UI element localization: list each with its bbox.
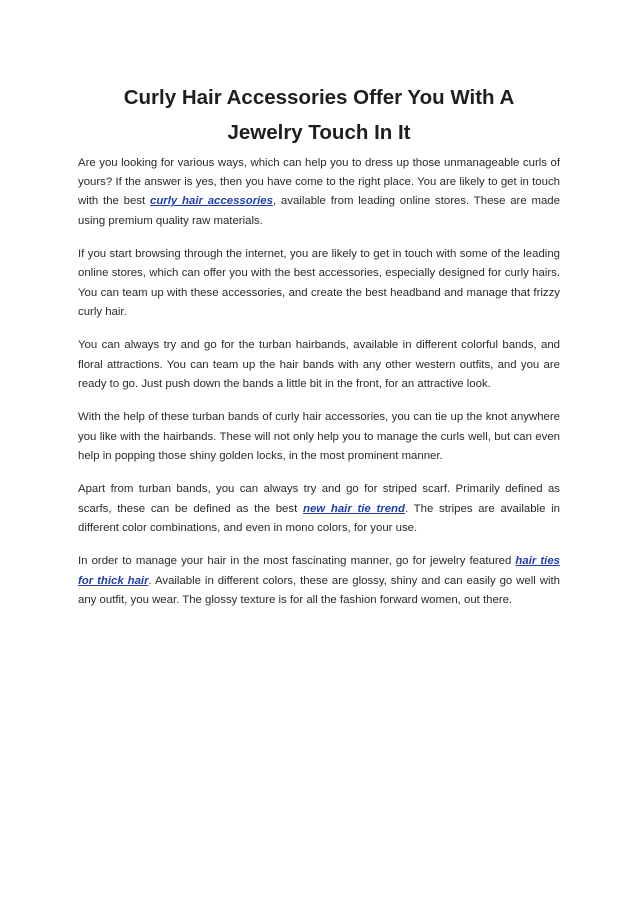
- hair-ties-for-thick-hair-link[interactable]: hair ties for thick hair: [78, 555, 561, 587]
- paragraph-text: Are you looking for various ways, which can help you to dress up those unmanageable curls of yours? If the answer is yes, then you have come to the right place. You are likely to get in touch with the best: [78, 157, 560, 208]
- curly-hair-accessories-link[interactable]: curly hair accessories: [150, 195, 273, 208]
- article-body: [78, 154, 560, 624]
- paragraph-6: [78, 552, 560, 610]
- paragraph-4: With the help of these turban bands of curly hair accessories, you can tie up the knot anywhere you like with the hairbands. These will not only help you to manage the curls well, but can even help in popping those shiny golden locks, in the most prominent manner.: [78, 411, 560, 462]
- paragraph-text: , available from leading online stores. These are made using premium quality raw materials.: [78, 195, 560, 227]
- paragraph-text: . The stripes are available in different color combinations, and even in mono colors, for your use.: [78, 502, 561, 534]
- title-line-2: Jewelry Touch In It: [227, 121, 411, 144]
- paragraph-text: . Available in different colors, these are glossy, shiny and can easily go well with any outfit, you wear. The glossy texture is for all the fashion forward women, out there.: [78, 574, 560, 606]
- page-title: [78, 80, 560, 150]
- paragraph-2: If you start browsing through the internet, you are likely to get in touch with some of the leading online stores, which can offer you with the best accessories, especially designed for curly hairs. You can team up with these accessories, and create the best headband and manage that frizzy curly hair.: [78, 248, 560, 318]
- paragraph-1: [78, 154, 560, 231]
- paragraph-text: Apart from turban bands, you can always try and go for striped scarf. Primarily defined as scarfs, these can be defined as the best: [78, 483, 560, 515]
- new-hair-tie-trend-link[interactable]: new hair tie trend: [302, 502, 405, 515]
- paragraph-3: You can always try and go for the turban hairbands, available in different colorful bands, and floral attractions. You can team up the hair bands with any other western outfits, and you are ready to go. Just push down the bands a little bit in the front, for an attractive look.: [78, 339, 560, 390]
- paragraph-text: In order to manage your hair in the most fascinating manner, go for jewelry featured: [78, 555, 516, 568]
- title-line-1: Curly Hair Accessories Offer You With A: [123, 86, 515, 109]
- paragraph-5: [78, 480, 560, 538]
